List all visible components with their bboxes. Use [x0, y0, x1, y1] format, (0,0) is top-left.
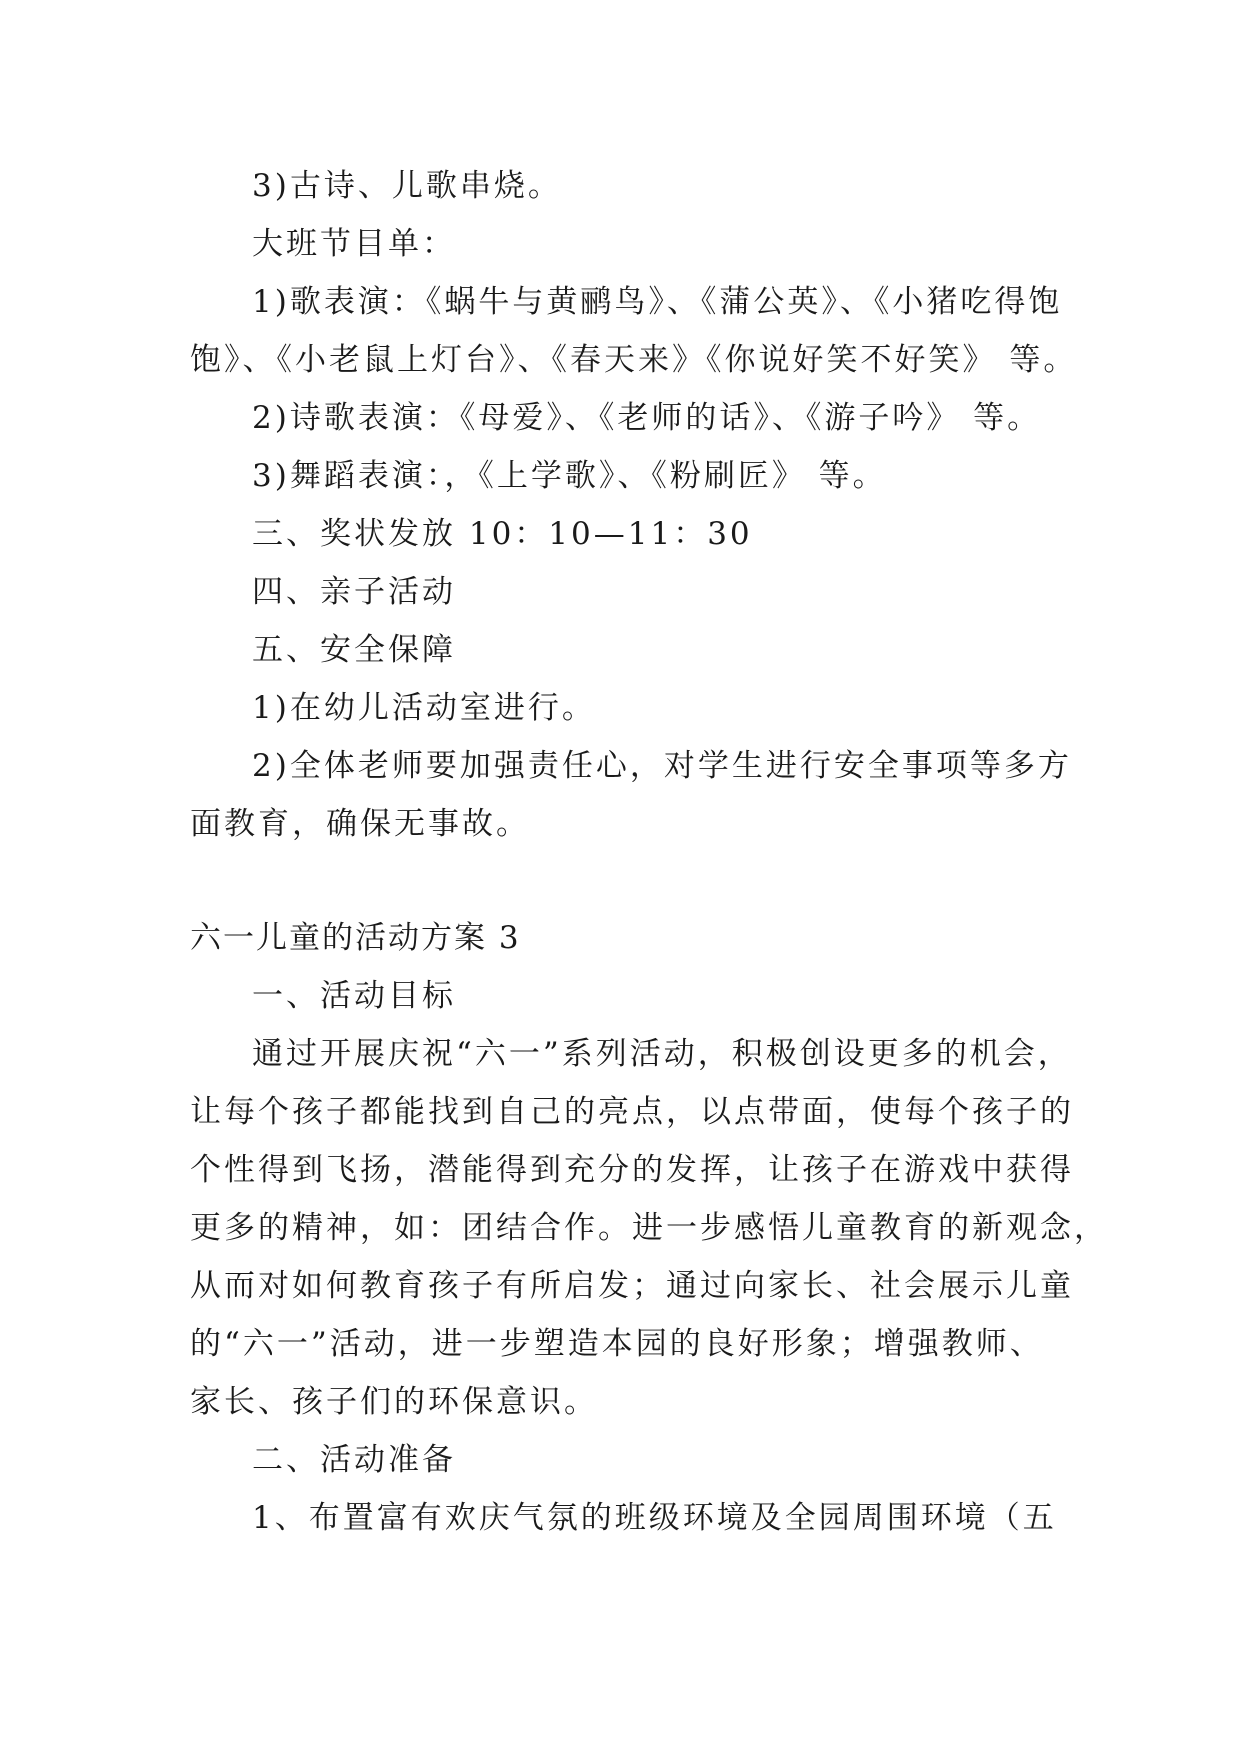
text-line: 一、活动目标	[252, 978, 456, 1014]
text-line: 1)歌表演：《蜗牛与黄鹂鸟》、《蒲公英》、《小猪吃得饱	[252, 284, 1063, 320]
text-line: 饱》、《小老鼠上灯台》、《春天来》《你说好笑不好笑》 等。	[190, 342, 1078, 378]
text-line: 五、安全保障	[252, 632, 456, 668]
text-line: 3)舞蹈表演：，《上学歌》、《粉刷匠》 等。	[252, 458, 887, 494]
text-line: 从而对如何教育孩子有所启发；通过向家长、社会展示儿童	[190, 1268, 1074, 1304]
text-line: 2)诗歌表演：《母爱》、《老师的话》、《游子吟》 等。	[252, 400, 1042, 436]
text-line: 1)在幼儿活动室进行。	[252, 690, 596, 726]
text-line: 家长、孩子们的环保意识。	[190, 1384, 598, 1420]
text-line: 的“六一”活动，进一步塑造本园的良好形象；增强教师、	[190, 1326, 1044, 1362]
text-line: 让每个孩子都能找到自己的亮点，以点带面，使每个孩子的	[190, 1094, 1074, 1130]
text-line: 2)全体老师要加强责任心，对学生进行安全事项等多方	[252, 748, 1072, 784]
text-line: 3)古诗、儿歌串烧。	[252, 168, 562, 204]
text-line: 大班节目单：	[252, 226, 456, 262]
text-line: 通过开展庆祝“六一”系列活动，积极创设更多的机会，	[252, 1036, 1072, 1072]
text-line: 四、亲子活动	[252, 574, 456, 610]
text-line: 1、布置富有欢庆气氛的班级环境及全园周围环境（五	[252, 1500, 1057, 1536]
text-line: 三、奖状发放 10：10—11：30	[252, 516, 753, 552]
text-line: 个性得到飞扬，潜能得到充分的发挥，让孩子在游戏中获得	[190, 1152, 1074, 1188]
text-line: 二、活动准备	[252, 1442, 456, 1478]
section-heading: 六一儿童的活动方案 3	[190, 920, 521, 956]
text-line: 更多的精神，如：团结合作。进一步感悟儿童教育的新观念，	[190, 1210, 1108, 1246]
text-line: 面教育，确保无事故。	[190, 806, 530, 842]
